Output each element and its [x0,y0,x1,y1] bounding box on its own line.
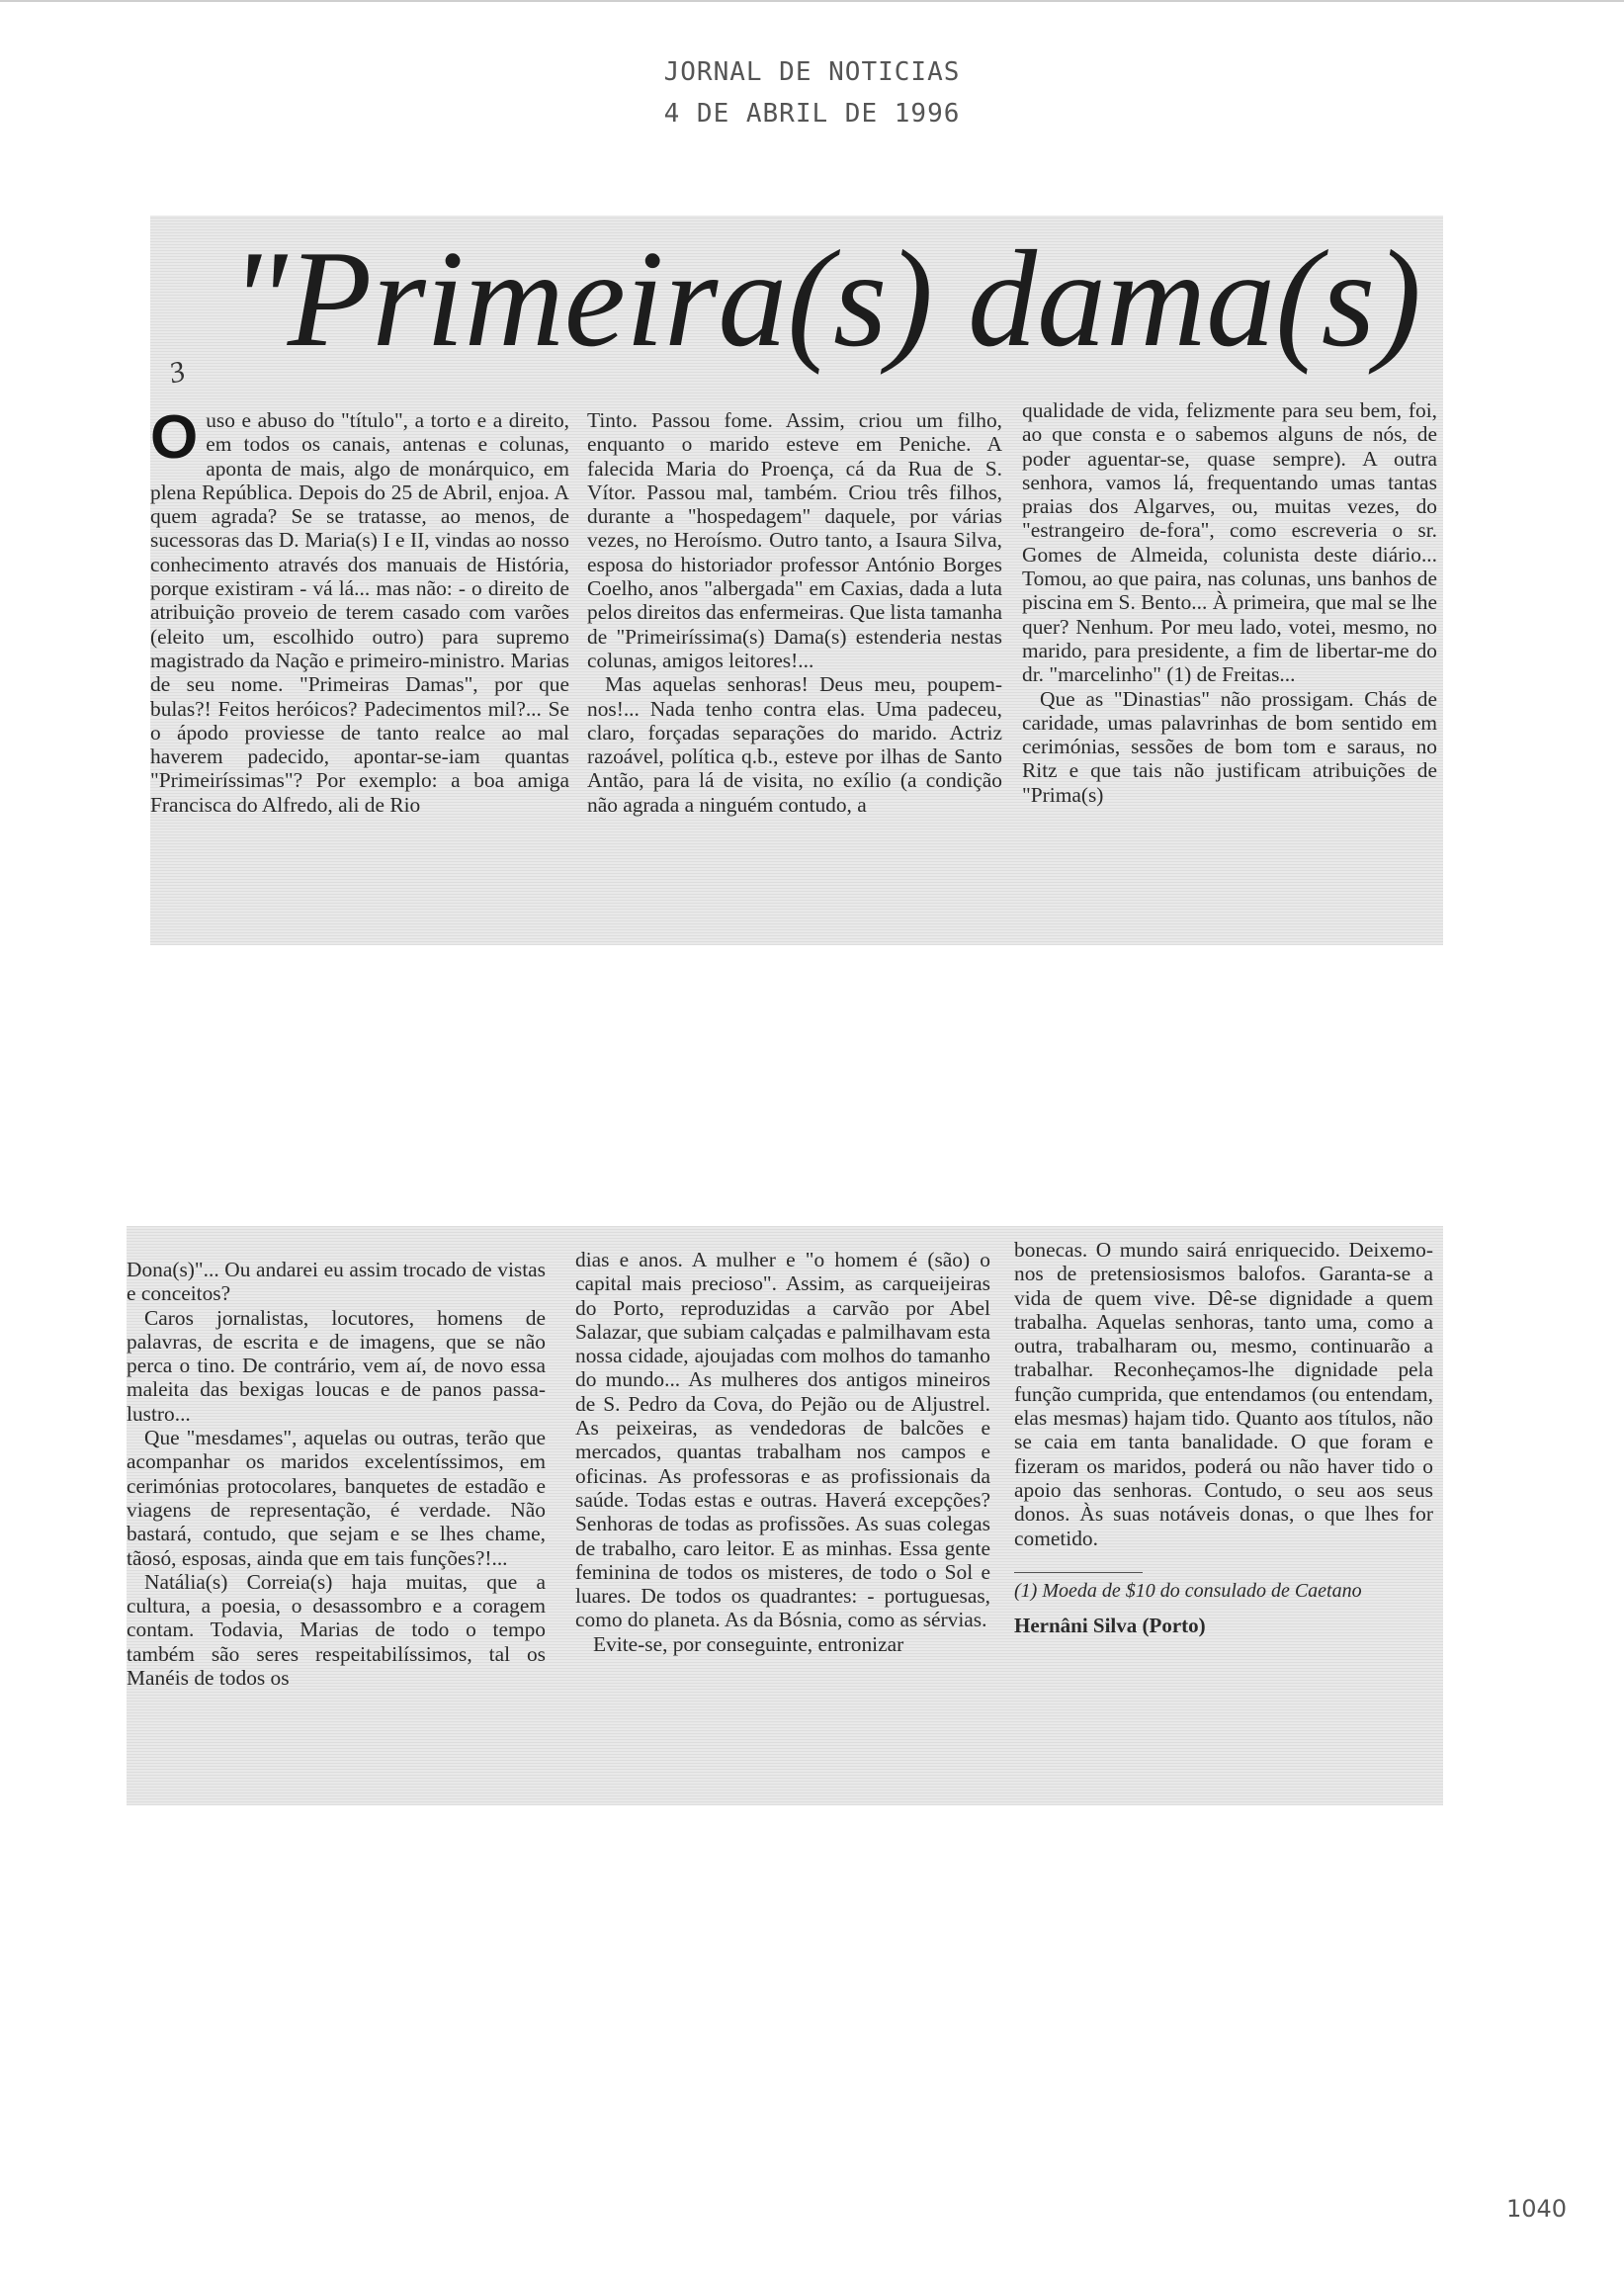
publication-date: 4 DE ABRIL DE 1996 [663,99,961,129]
article-column-2 [587,408,1002,817]
clipping-part-1 [150,216,1443,945]
article-column-5 [575,1248,990,1656]
article-paragraph: uso e abuso do "título", a torto e a direito, em todos os canais, antenas e colunas, aponta de mais, algo de monárquico, em plena República. Depois do 25 de Abril, enjoa. A quem agrada? Se se tratasse, ao menos, de sucessoras das D. Maria(s) I e II, vindas ao nosso conhecimento através dos manuais de História, porque existiram - vá lá... mas não: - o direito de atribuição proveio de terem casado com varões (eleito um, escolhido outro) para supremo magistrado da Nação e primeiro-ministro. Marias de seu nome. "Primeiras Damas", por que bulas?! Feitos heróicos? Padecimentos mil?... Se o ápodo proviesse de tanto realce ao mal haverem padecido, apontar-se-iam quantas "Primeiríssimas"? Por exemplo: a boa amiga Francisca do Alfredo, ali de Rio [150,408,569,817]
article-paragraph: bonecas. O mundo sairá enriquecido. Deixemo-nos de pretensiosismos balofos. Garanta-se a vida de quem vive. Dê-se dignidade a quem trabalha. Aquelas senhoras, tanto uma, como a outra, trabalharam ou, mesmo, continuarão a trabalhar. Reconheçamos-lhe dignidade pela função cumprida, que entendamos (ou entendam, elas mesmas) hajam tido. Quanto aos títulos, não se caia em tanta banalidade. O que foram e fizeram os maridos, poderá ou não haver tido o apoio das senhoras. Contudo, o seu aos seus donos. Às suas notáveis donas, o que lhes for cometido. [1014,1238,1433,1550]
newspaper-name: JORNAL DE NOTICIAS [663,57,961,87]
article-paragraph: Natália(s) Correia(s) haja muitas, que a cultura, a poesia, o desassombro e a coragem contam. Todavia, Marias de todo o tempo também são seres respeitabilíssimos, tal os Manéis de todos os [127,1569,546,1691]
author-byline: Hernâni Silva (Porto) [1014,1613,1206,1637]
drop-cap: O [150,403,199,472]
article-paragraph: Evite-se, por conseguinte, entronizar [593,1631,904,1656]
article-paragraph: Caros jornalistas, locutores, homens de palavras, de escrita e de imagens, que se não perca o tino. De contrário, vem aí, de novo essa maleita das bexigas loucas e de panos passa-lustro... [127,1305,546,1426]
header-stamp [0,51,1624,134]
handwritten-clipping-number: 3 [165,354,189,391]
top-rule [0,0,1624,2]
article-paragraph: Que as "Dinastias" não prossigam. Chás de caridade, umas palavrinhas de bom sentido em cerimónias, sessões de bom tom e saraus, no Ritz e que tais não justificam atribuições de "Prima(s) [1022,686,1437,807]
footnote-divider [1014,1572,1143,1573]
article-paragraph: Que "mesdames", aquelas ou outras, terão que acompanhar os maridos excelentíssimos, em cerimónias protocolares, banquetes de estadão e viagens de representação, é verdade. Não bastará, contudo, que sejam e se lhes chame, tãosó, esposas, ainda que em tais funções?!... [127,1426,546,1570]
article-paragraph: dias e anos. A mulher e "o homem é (são) o capital mais precioso". Assim, as carqueijeiras do Porto, reproduzidas a carvão por Abel Salazar, que subiam calçadas e palmilhavam esta nossa cidade, ajoujadas com molhos do tamanho do mundo... As mulheres dos antigos mineiros de S. Pedro da Cova, do Pejão ou de Aljustrel. As peixeiras, as vendedoras de balcões e mercados, quantas trabalham nos campos e oficinas. As professoras e as profissionais da saúde. Todas estas e outras. Haverá excepções? Senhoras de todas as profissões. As suas colegas de trabalho, caro leitor. E as minhas. Essa gente feminina de todos os misteres, de todo o Sol e luares. De todos os quadrantes: - portuguesas, como do planeta. As da Bósnia, como as sérvias. [575,1248,990,1632]
article-paragraph: qualidade de vida, felizmente para seu bem, foi, ao que consta e o sabemos alguns de nós, de poder aguentar-se, quase sempre). A outra senhora, vamos lá, frequentando umas tantas praias dos Algarves, ou, muitas vezes, do "estrangeiro de-fora", como escreveria o sr. Gomes de Almeida, colunista deste diário... Tomou, ao que paira, nas colunas, uns banhos de piscina em S. Bento... À primeira, que mal se lhe quer? Nenhum. Por meu lado, votei, mesmo, no marido, para presidente, a fim de libertar-me do dr. "marcelinho" (1) de Freitas... [1022,398,1437,687]
clipping-part-2 [127,1226,1443,1805]
article-paragraph: Mas aquelas senhoras! Deus meu, poupem-nos!... Nada tenho contra elas. Uma padeceu, claro, forçadas separações do marido. Actriz razoável, política q.b., esteve por ilhas de Santo Antão, para lá de visita, no exílio (a condição não agrada a ninguém contudo, a [587,672,1002,817]
article-column-4 [127,1258,546,1690]
article-column-3 [1022,398,1437,807]
footnote: (1) Moeda de $10 do consulado de Caetano [1014,1579,1362,1602]
page-number: 1040 [1506,2195,1568,2223]
article-column-1 [150,403,569,817]
article-paragraph: Tinto. Passou fome. Assim, criou um filho, enquanto o marido esteve em Peniche. A falecida Maria do Proença, cá da Rua de S. Vítor. Passou mal, também. Criou três filhos, durante a "hospedagem" daquele, por várias vezes, no Heroísmo. Outro tanto, a Isaura Silva, esposa do historiador professor António Borges Coelho, anos "albergada" em Caxias, dada a luta pelos direitos das enfermeiras. Que lista tamanha de "Primeiríssima(s) Dama(s) estenderia nestas colunas, amigos leitores!... [587,408,1002,672]
article-title: "Primeira(s) dama(s) [229,222,1421,376]
article-paragraph: Dona(s)"... Ou andarei eu assim trocado de vistas e conceitos? [127,1258,546,1306]
article-column-6 [1014,1238,1433,1638]
